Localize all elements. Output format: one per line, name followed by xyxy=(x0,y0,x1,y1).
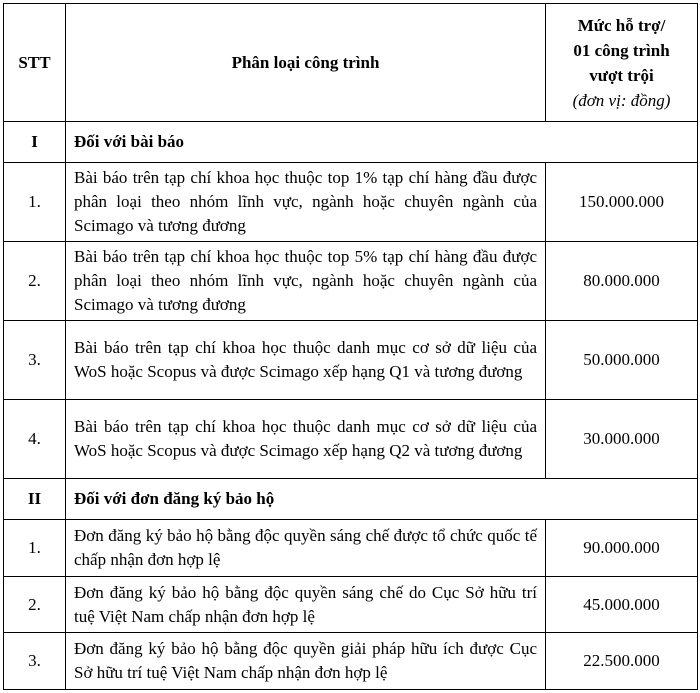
table-row xyxy=(4,633,698,690)
table-row xyxy=(4,321,698,400)
header-unit: (đơn vị: đồng) xyxy=(572,90,671,110)
header-category: Phân loại công trình xyxy=(66,4,546,122)
row-description: Đơn đăng ký bảo hộ bằng độc quyền sáng chế do Cục Sở hữu trí tuệ Việt Nam chấp nhận đơn hợp lệ xyxy=(66,576,546,633)
row-description: Đơn đăng ký bảo hộ bằng độc quyền sáng chế được tổ chức quốc tế chấp nhận đơn hợp lệ xyxy=(66,520,546,577)
row-description: Bài báo trên tạp chí khoa học thuộc danh mục cơ sở dữ liệu của WoS hoặc Scopus và được Scimago xếp hạng Q1 và tương đương xyxy=(66,321,546,400)
row-number: 2. xyxy=(4,242,66,321)
row-amount: 90.000.000 xyxy=(546,520,698,577)
row-amount: 50.000.000 xyxy=(546,321,698,400)
header-row xyxy=(4,4,698,122)
section-title: Đối với bài báo xyxy=(66,122,698,163)
section-row xyxy=(4,122,698,163)
row-description: Bài báo trên tạp chí khoa học thuộc danh mục cơ sở dữ liệu của WoS hoặc Scopus và được Scimago xếp hạng Q2 và tương đương xyxy=(66,399,546,478)
row-amount: 45.000.000 xyxy=(546,576,698,633)
header-amount-line2: 01 công trình xyxy=(573,40,670,60)
table-row xyxy=(4,242,698,321)
table-row xyxy=(4,520,698,577)
row-description: Bài báo trên tạp chí khoa học thuộc top 1% tạp chí hàng đầu được phân loại theo nhóm lĩnh vực, ngành hoặc chuyên ngành của Scimago và tương đương xyxy=(66,163,546,242)
row-description: Bài báo trên tạp chí khoa học thuộc top 5% tạp chí hàng đầu được phân loại theo nhóm lĩnh vực, ngành hoặc chuyên ngành của Scimago và tương đương xyxy=(66,242,546,321)
row-number: 2. xyxy=(4,576,66,633)
row-number: 1. xyxy=(4,163,66,242)
section-numeral: II xyxy=(4,478,66,519)
section-row xyxy=(4,478,698,519)
header-amount-line3: vượt trội xyxy=(589,65,654,85)
row-description: Đơn đăng ký bảo hộ bằng độc quyền giải pháp hữu ích được Cục Sở hữu trí tuệ Việt Nam chấp nhận đơn hợp lệ xyxy=(66,633,546,690)
row-amount: 30.000.000 xyxy=(546,399,698,478)
table-row xyxy=(4,399,698,478)
header-amount-line1: Mức hỗ trợ/ xyxy=(577,15,666,35)
header-stt: STT xyxy=(4,4,66,122)
row-amount: 22.500.000 xyxy=(546,633,698,690)
table-row xyxy=(4,576,698,633)
row-amount: 150.000.000 xyxy=(546,163,698,242)
row-number: 3. xyxy=(4,321,66,400)
row-number: 4. xyxy=(4,399,66,478)
support-table xyxy=(3,3,698,690)
row-amount: 80.000.000 xyxy=(546,242,698,321)
section-title: Đối với đơn đăng ký bảo hộ xyxy=(66,478,698,519)
section-numeral: I xyxy=(4,122,66,163)
table-row xyxy=(4,163,698,242)
row-number: 3. xyxy=(4,633,66,690)
header-amount xyxy=(546,4,698,122)
row-number: 1. xyxy=(4,520,66,577)
